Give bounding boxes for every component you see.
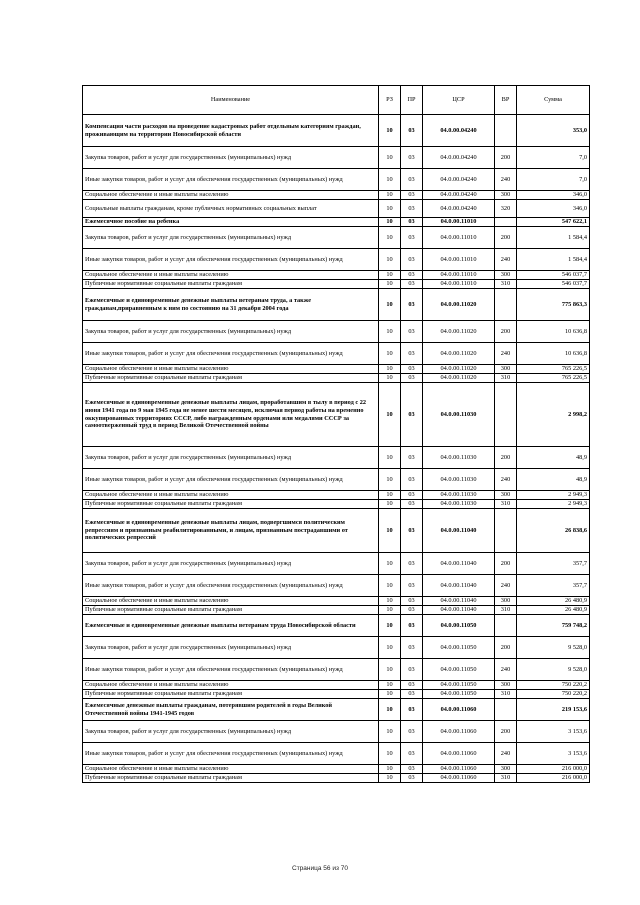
cell-rz: 10 — [379, 659, 401, 681]
cell-rz: 10 — [379, 765, 401, 774]
table-row — [83, 500, 590, 509]
cell-rz: 10 — [379, 374, 401, 383]
cell-vr: 310 — [495, 500, 517, 509]
cell-name: Ежемесячные и единовременные денежные выплаты лицам, подвергшимся политическим репрессиям и признанным реабилитированными, и лицам, признанным пострадавшими от политических репрессий — [83, 509, 379, 553]
cell-rz: 10 — [379, 491, 401, 500]
cell-sum: 759 748,2 — [517, 615, 590, 637]
cell-pr: 03 — [401, 218, 423, 227]
cell-name: Закупка товаров, работ и услуг для государственных (муниципальных) нужд — [83, 321, 379, 343]
cell-rz: 10 — [379, 774, 401, 783]
cell-vr: 300 — [495, 191, 517, 200]
cell-sum: 353,0 — [517, 115, 590, 147]
cell-csr: 04.0.00.11050 — [423, 690, 495, 699]
cell-csr: 04.0.00.11020 — [423, 289, 495, 321]
cell-vr: 310 — [495, 690, 517, 699]
cell-pr: 03 — [401, 271, 423, 280]
cell-pr: 03 — [401, 743, 423, 765]
cell-pr: 03 — [401, 597, 423, 606]
cell-rz: 10 — [379, 365, 401, 374]
cell-sum: 26 838,6 — [517, 509, 590, 553]
table-row — [83, 227, 590, 249]
table-row — [83, 289, 590, 321]
cell-sum: 775 863,3 — [517, 289, 590, 321]
cell-pr: 03 — [401, 500, 423, 509]
table-row — [83, 383, 590, 447]
cell-name: Социальное обеспечение и иные выплаты населению — [83, 681, 379, 690]
cell-pr: 03 — [401, 606, 423, 615]
cell-rz: 10 — [379, 289, 401, 321]
cell-sum: 26 480,9 — [517, 597, 590, 606]
cell-sum: 546 037,7 — [517, 271, 590, 280]
table-row — [83, 447, 590, 469]
cell-sum: 2 949,3 — [517, 500, 590, 509]
cell-vr: 310 — [495, 280, 517, 289]
cell-name: Иные закупки товаров, работ и услуг для обеспечения государственных (муниципальных) нужд — [83, 743, 379, 765]
cell-csr: 04.0.00.11010 — [423, 249, 495, 271]
cell-vr: 200 — [495, 637, 517, 659]
table-row — [83, 659, 590, 681]
cell-csr: 04.0.00.04240 — [423, 200, 495, 218]
cell-name: Компенсация части расходов на проведение кадастровых работ отдельным категориям граждан, проживающим на территории Новосибирской области — [83, 115, 379, 147]
cell-sum: 2 998,2 — [517, 383, 590, 447]
col-header-rz: РЗ — [379, 86, 401, 115]
cell-name: Социальное обеспечение и иные выплаты населению — [83, 491, 379, 500]
cell-vr — [495, 699, 517, 721]
cell-name: Ежемесячные и единовременные денежные выплаты ветеранам труда Новосибирской области — [83, 615, 379, 637]
cell-csr: 04.0.00.11030 — [423, 469, 495, 491]
cell-rz: 10 — [379, 500, 401, 509]
cell-pr: 03 — [401, 147, 423, 169]
cell-name: Публичные нормативные социальные выплаты гражданам — [83, 500, 379, 509]
cell-rz: 10 — [379, 637, 401, 659]
cell-name: Публичные нормативные социальные выплаты гражданам — [83, 374, 379, 383]
cell-sum: 3 153,6 — [517, 743, 590, 765]
table-row — [83, 169, 590, 191]
cell-pr: 03 — [401, 615, 423, 637]
cell-name: Социальное обеспечение и иные выплаты населению — [83, 597, 379, 606]
cell-vr: 240 — [495, 169, 517, 191]
cell-rz: 10 — [379, 597, 401, 606]
cell-name: Социальное обеспечение и иные выплаты населению — [83, 765, 379, 774]
cell-rz: 10 — [379, 321, 401, 343]
cell-sum: 10 636,8 — [517, 321, 590, 343]
cell-csr: 04.0.00.11010 — [423, 271, 495, 280]
cell-sum: 7,0 — [517, 169, 590, 191]
cell-vr — [495, 383, 517, 447]
cell-csr: 04.0.00.11060 — [423, 743, 495, 765]
cell-vr — [495, 509, 517, 553]
cell-csr: 04.0.00.11010 — [423, 227, 495, 249]
cell-vr — [495, 615, 517, 637]
cell-pr: 03 — [401, 249, 423, 271]
cell-pr: 03 — [401, 374, 423, 383]
cell-name: Закупка товаров, работ и услуг для государственных (муниципальных) нужд — [83, 721, 379, 743]
cell-sum: 1 584,4 — [517, 227, 590, 249]
cell-rz: 10 — [379, 681, 401, 690]
cell-sum: 2 949,3 — [517, 491, 590, 500]
cell-pr: 03 — [401, 637, 423, 659]
cell-rz: 10 — [379, 743, 401, 765]
cell-pr: 03 — [401, 447, 423, 469]
cell-csr: 04.0.00.11030 — [423, 383, 495, 447]
cell-sum: 1 584,4 — [517, 249, 590, 271]
cell-name: Социальные выплаты гражданам, кроме публичных нормативных социальных выплат — [83, 200, 379, 218]
cell-rz: 10 — [379, 469, 401, 491]
cell-name: Закупка товаров, работ и услуг для государственных (муниципальных) нужд — [83, 637, 379, 659]
table-row — [83, 469, 590, 491]
cell-csr: 04.0.00.04240 — [423, 169, 495, 191]
col-header-name: Наименование — [83, 86, 379, 115]
cell-vr: 310 — [495, 606, 517, 615]
cell-name: Иные закупки товаров, работ и услуг для обеспечения государственных (муниципальных) нужд — [83, 169, 379, 191]
cell-pr: 03 — [401, 690, 423, 699]
cell-vr — [495, 115, 517, 147]
table-row — [83, 597, 590, 606]
cell-name: Социальное обеспечение и иные выплаты населению — [83, 191, 379, 200]
cell-pr: 03 — [401, 200, 423, 218]
cell-vr: 200 — [495, 721, 517, 743]
cell-vr: 320 — [495, 200, 517, 218]
cell-csr: 04.0.00.04240 — [423, 191, 495, 200]
cell-vr: 300 — [495, 765, 517, 774]
cell-name: Иные закупки товаров, работ и услуг для обеспечения государственных (муниципальных) нужд — [83, 249, 379, 271]
cell-vr: 240 — [495, 743, 517, 765]
cell-pr: 03 — [401, 699, 423, 721]
table-row — [83, 365, 590, 374]
cell-sum: 48,9 — [517, 469, 590, 491]
cell-sum: 48,9 — [517, 447, 590, 469]
table-row — [83, 491, 590, 500]
cell-vr: 310 — [495, 774, 517, 783]
cell-pr: 03 — [401, 115, 423, 147]
table-row — [83, 280, 590, 289]
cell-name: Закупка товаров, работ и услуг для государственных (муниципальных) нужд — [83, 227, 379, 249]
cell-name: Ежемесячные и единовременные денежные выплаты лицам, проработавшим в тылу в период с 22 июня 1941 года по 9 мая 1945 года не менее шести месяцев, исключая период работы на временно оккупированных территориях СССР, либо награжденным орденами или медалями СССР за самоотверженный труд в период Великой Отечественной войны — [83, 383, 379, 447]
budget-table — [82, 85, 590, 783]
table-row — [83, 637, 590, 659]
cell-rz: 10 — [379, 383, 401, 447]
cell-sum: 765 226,5 — [517, 365, 590, 374]
cell-sum: 547 622,1 — [517, 218, 590, 227]
cell-csr: 04.0.00.11020 — [423, 321, 495, 343]
cell-vr: 200 — [495, 447, 517, 469]
cell-sum: 9 528,0 — [517, 637, 590, 659]
cell-rz: 10 — [379, 447, 401, 469]
cell-rz: 10 — [379, 147, 401, 169]
cell-vr: 240 — [495, 575, 517, 597]
cell-name: Иные закупки товаров, работ и услуг для обеспечения государственных (муниципальных) нужд — [83, 575, 379, 597]
cell-pr: 03 — [401, 343, 423, 365]
table-row — [83, 681, 590, 690]
cell-sum: 3 153,6 — [517, 721, 590, 743]
table-row — [83, 575, 590, 597]
table-row — [83, 191, 590, 200]
cell-sum: 346,0 — [517, 200, 590, 218]
table-row — [83, 699, 590, 721]
table-row — [83, 509, 590, 553]
cell-vr: 300 — [495, 271, 517, 280]
cell-name: Ежемесячные денежные выплаты гражданам, потерявшим родителей в годы Великой Отечественной войны 1941-1945 годов — [83, 699, 379, 721]
cell-rz: 10 — [379, 615, 401, 637]
cell-csr: 04.0.00.11060 — [423, 699, 495, 721]
cell-rz: 10 — [379, 227, 401, 249]
cell-csr: 04.0.00.11020 — [423, 365, 495, 374]
cell-rz: 10 — [379, 690, 401, 699]
cell-name: Публичные нормативные социальные выплаты гражданам — [83, 690, 379, 699]
cell-csr: 04.0.00.11050 — [423, 615, 495, 637]
cell-pr: 03 — [401, 383, 423, 447]
cell-vr: 200 — [495, 553, 517, 575]
table-row — [83, 553, 590, 575]
col-header-pr: ПР — [401, 86, 423, 115]
table-row — [83, 374, 590, 383]
cell-vr: 200 — [495, 227, 517, 249]
cell-pr: 03 — [401, 765, 423, 774]
cell-vr: 300 — [495, 597, 517, 606]
table-row — [83, 615, 590, 637]
table-row — [83, 343, 590, 365]
cell-sum: 26 480,9 — [517, 606, 590, 615]
cell-vr: 200 — [495, 147, 517, 169]
table-row — [83, 147, 590, 169]
cell-csr: 04.0.00.11030 — [423, 491, 495, 500]
cell-rz: 10 — [379, 200, 401, 218]
cell-name: Ежемесячные и единовременные денежные выплаты ветеранам труда, а также гражданам,приравненным к ним по состоянию на 31 декабря 2004 года — [83, 289, 379, 321]
cell-pr: 03 — [401, 491, 423, 500]
cell-csr: 04.0.00.11030 — [423, 500, 495, 509]
cell-name: Социальное обеспечение и иные выплаты населению — [83, 271, 379, 280]
cell-rz: 10 — [379, 575, 401, 597]
cell-pr: 03 — [401, 169, 423, 191]
cell-csr: 04.0.00.11060 — [423, 765, 495, 774]
cell-rz: 10 — [379, 218, 401, 227]
cell-csr: 04.0.00.04240 — [423, 147, 495, 169]
header-row — [83, 86, 590, 115]
cell-pr: 03 — [401, 509, 423, 553]
cell-rz: 10 — [379, 343, 401, 365]
cell-vr: 300 — [495, 491, 517, 500]
cell-name: Закупка товаров, работ и услуг для государственных (муниципальных) нужд — [83, 447, 379, 469]
cell-csr: 04.0.00.11010 — [423, 280, 495, 289]
cell-pr: 03 — [401, 681, 423, 690]
cell-csr: 04.0.00.11040 — [423, 597, 495, 606]
cell-sum: 546 037,7 — [517, 280, 590, 289]
cell-sum: 216 000,0 — [517, 765, 590, 774]
cell-csr: 04.0.00.11050 — [423, 681, 495, 690]
cell-pr: 03 — [401, 289, 423, 321]
cell-pr: 03 — [401, 721, 423, 743]
cell-csr: 04.0.00.11040 — [423, 606, 495, 615]
cell-vr: 240 — [495, 249, 517, 271]
cell-sum: 357,7 — [517, 575, 590, 597]
cell-csr: 04.0.00.04240 — [423, 115, 495, 147]
cell-csr: 04.0.00.11030 — [423, 447, 495, 469]
cell-csr: 04.0.00.11020 — [423, 343, 495, 365]
cell-pr: 03 — [401, 280, 423, 289]
cell-rz: 10 — [379, 606, 401, 615]
cell-pr: 03 — [401, 659, 423, 681]
cell-vr: 240 — [495, 469, 517, 491]
cell-sum: 750 220,2 — [517, 690, 590, 699]
cell-vr: 300 — [495, 681, 517, 690]
cell-csr: 04.0.00.11020 — [423, 374, 495, 383]
cell-rz: 10 — [379, 271, 401, 280]
col-header-csr: ЦСР — [423, 86, 495, 115]
table-row — [83, 321, 590, 343]
cell-pr: 03 — [401, 191, 423, 200]
cell-pr: 03 — [401, 321, 423, 343]
cell-name: Публичные нормативные социальные выплаты гражданам — [83, 280, 379, 289]
cell-csr: 04.0.00.11050 — [423, 637, 495, 659]
cell-sum: 216 000,0 — [517, 774, 590, 783]
table-row — [83, 249, 590, 271]
page-footer: Страница 56 из 70 — [292, 865, 348, 872]
cell-rz: 10 — [379, 509, 401, 553]
cell-vr: 200 — [495, 321, 517, 343]
cell-vr: 300 — [495, 365, 517, 374]
cell-name: Иные закупки товаров, работ и услуг для обеспечения государственных (муниципальных) нужд — [83, 659, 379, 681]
cell-pr: 03 — [401, 365, 423, 374]
cell-vr: 240 — [495, 343, 517, 365]
cell-csr: 04.0.00.11040 — [423, 509, 495, 553]
cell-csr: 04.0.00.11060 — [423, 774, 495, 783]
table-row — [83, 271, 590, 280]
cell-name: Закупка товаров, работ и услуг для государственных (муниципальных) нужд — [83, 553, 379, 575]
cell-pr: 03 — [401, 553, 423, 575]
cell-name: Публичные нормативные социальные выплаты гражданам — [83, 774, 379, 783]
cell-pr: 03 — [401, 469, 423, 491]
cell-pr: 03 — [401, 227, 423, 249]
cell-name: Публичные нормативные социальные выплаты гражданам — [83, 606, 379, 615]
table-row — [83, 218, 590, 227]
cell-vr — [495, 218, 517, 227]
table-row — [83, 721, 590, 743]
cell-csr: 04.0.00.11060 — [423, 721, 495, 743]
table-row — [83, 200, 590, 218]
cell-csr: 04.0.00.11040 — [423, 575, 495, 597]
cell-vr: 240 — [495, 659, 517, 681]
cell-sum: 357,7 — [517, 553, 590, 575]
table-row — [83, 606, 590, 615]
cell-name: Ежемесячное пособие на ребенка — [83, 218, 379, 227]
col-header-vr: ВР — [495, 86, 517, 115]
cell-vr — [495, 289, 517, 321]
cell-name: Закупка товаров, работ и услуг для государственных (муниципальных) нужд — [83, 147, 379, 169]
table-row — [83, 743, 590, 765]
table-row — [83, 690, 590, 699]
cell-csr: 04.0.00.11050 — [423, 659, 495, 681]
cell-sum: 750 220,2 — [517, 681, 590, 690]
cell-rz: 10 — [379, 115, 401, 147]
cell-vr: 310 — [495, 374, 517, 383]
cell-pr: 03 — [401, 774, 423, 783]
cell-name: Иные закупки товаров, работ и услуг для обеспечения государственных (муниципальных) нужд — [83, 343, 379, 365]
cell-rz: 10 — [379, 721, 401, 743]
cell-csr: 04.0.00.11040 — [423, 553, 495, 575]
cell-rz: 10 — [379, 280, 401, 289]
cell-sum: 765 226,5 — [517, 374, 590, 383]
cell-rz: 10 — [379, 169, 401, 191]
col-header-sum: Сумма — [517, 86, 590, 115]
cell-name: Иные закупки товаров, работ и услуг для обеспечения государственных (муниципальных) нужд — [83, 469, 379, 491]
cell-rz: 10 — [379, 249, 401, 271]
cell-sum: 346,0 — [517, 191, 590, 200]
cell-csr: 04.0.00.11010 — [423, 218, 495, 227]
table-row — [83, 765, 590, 774]
table-row — [83, 774, 590, 783]
cell-name: Социальное обеспечение и иные выплаты населению — [83, 365, 379, 374]
table-body — [83, 115, 590, 783]
cell-rz: 10 — [379, 191, 401, 200]
cell-sum: 219 153,6 — [517, 699, 590, 721]
cell-pr: 03 — [401, 575, 423, 597]
cell-rz: 10 — [379, 699, 401, 721]
cell-sum: 10 636,8 — [517, 343, 590, 365]
table-row — [83, 115, 590, 147]
cell-rz: 10 — [379, 553, 401, 575]
cell-sum: 7,0 — [517, 147, 590, 169]
cell-sum: 9 528,0 — [517, 659, 590, 681]
